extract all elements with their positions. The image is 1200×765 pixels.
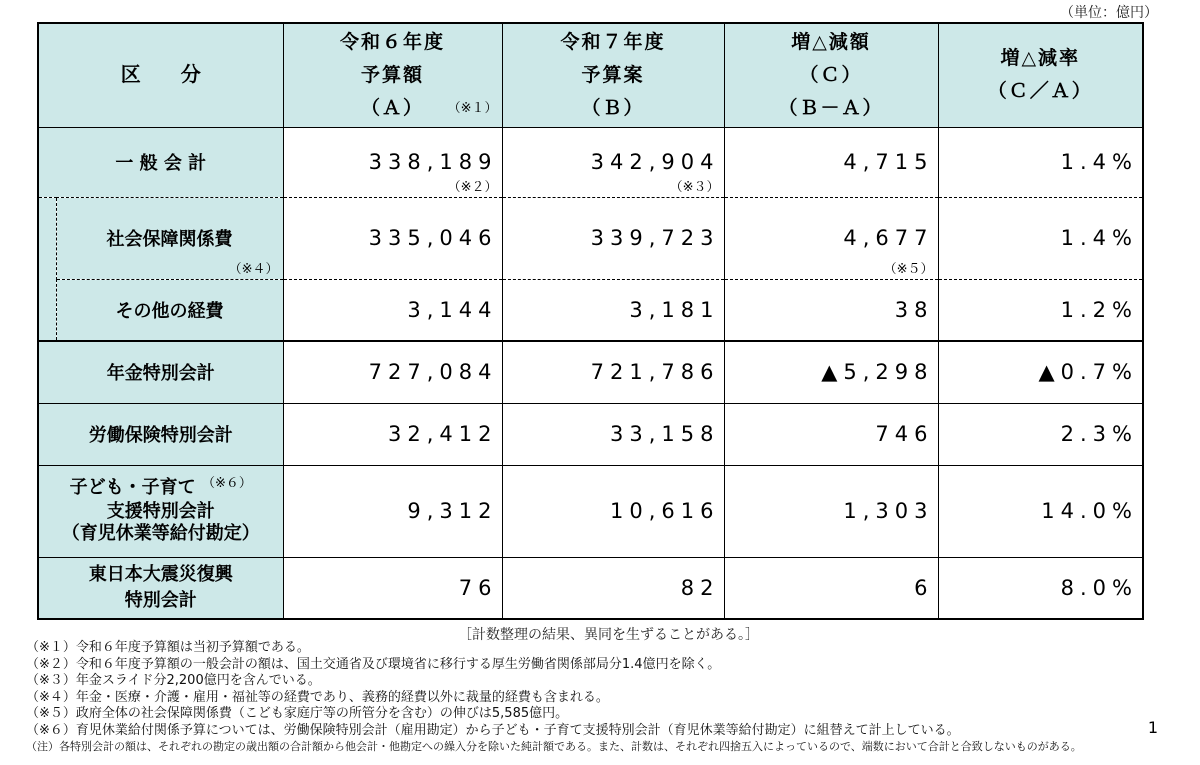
budget-table <box>37 22 1144 620</box>
label-other-expenses: その他の経費 <box>56 279 283 341</box>
row-social-security <box>38 197 1143 279</box>
footnote-4: （※４）年金・医療・介護・雇用・福祉等の経費であり、義務的経費以外に裁量的経費も含まれる。 <box>26 689 609 705</box>
rounding-note: ［計数整理の結果、異同を生ずることがある。］ <box>458 627 759 643</box>
row-child-support-account <box>38 465 1143 557</box>
value-c: 4,677 （※５） <box>724 197 938 279</box>
page-number: 1 <box>1147 718 1158 737</box>
header-category: 区 分 <box>38 23 283 127</box>
general-note: （注）各特別会計の額は、それぞれの勘定の歳出額の合計額から他会計・他勘定への繰入分を除いた純計額である。また、計数は、それぞれ四捨五入によっているので、端数において合計と合致しないものがある。 <box>26 740 1082 753</box>
footnote-3: （※３）年金スライド分2,200億円を含んでいる。 <box>26 673 321 688</box>
value-d: 2.3% <box>938 403 1143 465</box>
footnotes <box>26 640 1082 756</box>
value-a: 9,312 <box>283 465 502 557</box>
label-reconstruction-account: 東日本大震災復興 特別会計 <box>38 557 283 619</box>
label-child-support-account: 子ども・子育て $^{(※6)}$ 支援特別会計 （育児休業等給付勘定） <box>38 465 283 557</box>
value-b: 82 <box>502 557 724 619</box>
unit-label: （単位：億円） <box>1060 5 1158 21</box>
value-b: 721,786 <box>502 341 724 403</box>
value-c: ▲5,298 <box>724 341 938 403</box>
label-labor-insurance-account: 労働保険特別会計 <box>38 403 283 465</box>
footnote-2: （※２）令和６年度予算額の一般会計の額は、国土交通省及び環境省に移行する厚生労働省関係部局分1.4億円を除く。 <box>26 656 721 672</box>
value-c: 746 <box>724 403 938 465</box>
value-a: 32,412 <box>283 403 502 465</box>
value-b: 10,616 <box>502 465 724 557</box>
value-a: 3,144 <box>283 279 502 341</box>
header-change-rate: 増△減率 （Ｃ／Ａ） <box>938 23 1143 127</box>
row-reconstruction-account <box>38 557 1143 619</box>
row-other-expenses <box>38 279 1143 341</box>
value-a: 727,084 <box>283 341 502 403</box>
header-fy2024: 令和６年度 予算額 （Ａ） （※１） <box>283 23 502 127</box>
row-labor-insurance-account <box>38 403 1143 465</box>
value-a: 335,046 <box>283 197 502 279</box>
value-a: 76 <box>283 557 502 619</box>
row-general-account <box>38 127 1143 197</box>
label-social-security: 社会保障関係費 （※４） <box>56 197 283 279</box>
row-pension-account <box>38 341 1143 403</box>
note-ref-2: （※２） <box>447 179 498 195</box>
value-c: 6 <box>724 557 938 619</box>
value-b: 3,181 <box>502 279 724 341</box>
note-ref-3: （※３） <box>669 179 720 195</box>
header-change-amount: 増△減額 （Ｃ） （Ｂ－Ａ） <box>724 23 938 127</box>
value-b: 339,723 <box>502 197 724 279</box>
value-c: 38 <box>724 279 938 341</box>
value-d: 1.4% <box>938 197 1143 279</box>
label-pension-account: 年金特別会計 <box>38 341 283 403</box>
note-ref-1: （※１） <box>447 100 498 116</box>
value-d: ▲0.7% <box>938 341 1143 403</box>
value-c: 4,715 <box>724 127 938 197</box>
indent-spacer <box>38 197 56 341</box>
note-ref-6: （※６） <box>201 476 252 491</box>
value-d: 1.4% <box>938 127 1143 197</box>
footnote-1: （※１）令和６年度予算額は当初予算額である。 <box>26 640 310 655</box>
value-b: 33,158 <box>502 403 724 465</box>
value-d: 1.2% <box>938 279 1143 341</box>
header-row <box>38 23 1143 127</box>
header-fy2025: 令和７年度 予算案 （Ｂ） <box>502 23 724 127</box>
note-ref-5: （※５） <box>883 261 934 277</box>
value-c: 1,303 <box>724 465 938 557</box>
value-d: 8.0% <box>938 557 1143 619</box>
value-d: 14.0% <box>938 465 1143 557</box>
value-b: 342,904 （※３） <box>502 127 724 197</box>
label-general-account: 一 般 会 計 <box>38 127 283 197</box>
footnote-6: （※６）育児休業給付関係予算については、労働保険特別会計（雇用勘定）から子ども・子育て支援特別会計（育児休業等給付勘定）に組替えて計上している。 <box>26 722 960 738</box>
value-a: 338,189 （※２） <box>283 127 502 197</box>
note-ref-4: （※４） <box>228 261 279 277</box>
footnote-5: （※５）政府全体の社会保障関係費（こども家庭庁等の所管分を含む）の伸びは5,585億円。 <box>26 706 569 721</box>
